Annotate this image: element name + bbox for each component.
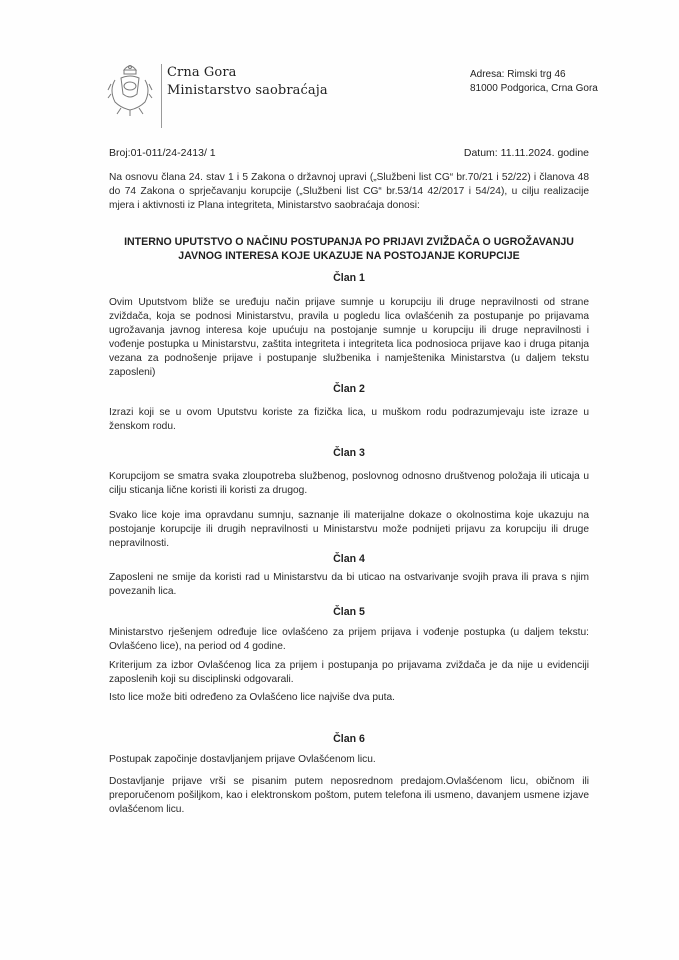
article-2-heading: Član 2 (333, 383, 365, 395)
letterhead (107, 60, 607, 130)
article-4-heading: Član 4 (333, 553, 365, 565)
coat-of-arms-icon (107, 60, 153, 120)
article-5-paragraph-1: Ministarstvo rješenjem određuje lice ovlašćeno za prijem prijava i vođenje postupka (u daljem tekstu: Ovlašćeno lice), na period od 4 godine. (109, 627, 589, 652)
country-name: Crna Gora (167, 65, 237, 80)
article-5-heading: Član 5 (333, 606, 365, 618)
article-5-paragraph-3: Isto lice može biti određeno za Ovlašćeno lice najviše dva puta. (109, 692, 395, 703)
address-block (470, 68, 598, 96)
article-4-paragraph-1: Zaposleni ne smije da koristi rad u Ministarstvu da bi uticao na ostvarivanje svojih prava ili prava s njim povezanih lica. (109, 572, 589, 597)
header-divider (161, 64, 162, 128)
organization-name (167, 64, 328, 100)
title-line-1: INTERNO UPUTSTVO O NAČINU POSTUPANJA PO PRIJAVI ZVIŽDAČA O UGROŽAVANJU (124, 236, 574, 248)
document-date: Datum: 11.11.2024. godine (463, 147, 589, 159)
reference-number: Broj:01-011/24-2413/ 1 (109, 147, 216, 159)
article-2-paragraph-1: Izrazi koji se u ovom Uputstvu koriste za fizička lica, u muškom rodu podrazumjevaju iste izraze u ženskom rodu. (109, 407, 589, 432)
article-3-heading: Član 3 (333, 447, 365, 459)
article-6-heading: Član 6 (333, 733, 365, 745)
article-6-paragraph-1: Postupak započinje dostavljanjem prijave Ovlašćenom licu. (109, 754, 376, 765)
title-line-2: JAVNOG INTERESA KOJE UKAZUJE NA POSTOJANJE KORUPCIJE (178, 250, 520, 262)
article-1-paragraph-1: Ovim Uputstvom bliže se uređuju način prijave sumnje u korupciju ili druge nepravilnosti od strane zviždača, koja se podnosi Ministarstvu, pravila u pogledu lica ovlašćenih za postupanje po prijavama ugrožavanja javnog interesa koje upućuju na postojanje sumnje u korupciju ili druge nepravilnosti i vođenje postupka u Ministarstvu, zaštita integriteta i integriteta lica podnosioca prijave kao i druga pitanja vezana za podnošenje prijave i postupanje službenika i namještenika Ministarstva (u daljem tekstu zaposleni) (109, 297, 589, 378)
article-3-paragraph-2: Svako lice koje ima opravdanu sumnju, saznanje ili materijalne dokaze o okolnostima koje ukazuju na postojanje korupcije ili drugih nepravilnosti u Ministarstvu može podnijeti prijavu za korupciju ili druge nepravilnosti. (109, 510, 589, 549)
article-6-paragraph-2: Dostavljanje prijave vrši se pisanim putem neposrednom predajom.Ovlašćenom licu, običnom ili preporučenom pošiljkom, kao i elektronskom poštom, putem telefona ili usmeno, davanjem usmene izjave ovlašćenom licu. (109, 776, 589, 815)
address-city: 81000 Podgorica, Crna Gora (470, 83, 598, 94)
document-title (109, 235, 589, 263)
article-1-heading: Član 1 (333, 272, 365, 284)
article-3-paragraph-1: Korupcijom se smatra svaka zloupotreba službenog, poslovnog odnosno društvenog položaja ili uticaja u cilju sticanja lične koristi ili koristi za drugog. (109, 471, 589, 496)
preamble: Na osnovu člana 24. stav 1 i 5 Zakona o državnoj upravi („Službeni list CG“ br.70/21 i 52/22) i članova 48 do 74 Zakona o sprječavanju korupcije („Službeni list CG“ br.53/14 42/2017 i 54/24), u cilju realizacije mjera i aktivnosti iz Plana integriteta, Ministarstvo saobraćaja donosi: (109, 172, 589, 211)
article-5-paragraph-2: Kriterijum za izbor Ovlašćenog lica za prijem i postupanja po prijavama zviždača je da nije u evidenciji zaposlenih koji su disciplinski odgovarali. (109, 660, 589, 685)
ministry-name: Ministarstvo saobraćaja (167, 83, 328, 98)
address-street: Adresa: Rimski trg 46 (470, 69, 566, 80)
